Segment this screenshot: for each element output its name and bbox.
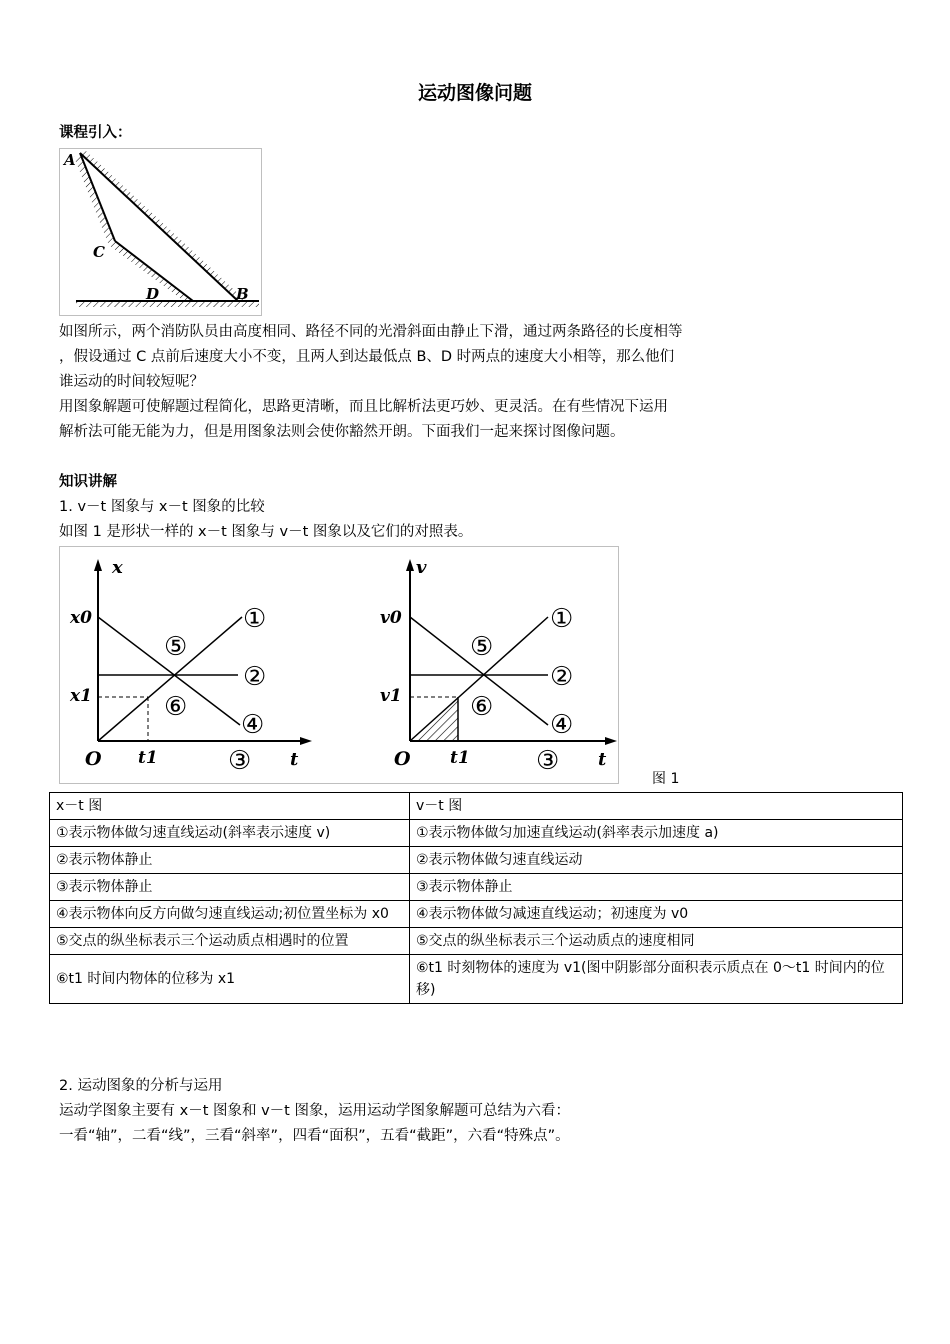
table-cell: ①表示物体做匀加速直线运动(斜率表示加速度 a) bbox=[410, 820, 903, 847]
table-cell: ②表示物体静止 bbox=[50, 847, 410, 874]
table-cell: ④表示物体做匀减速直线运动；初速度为 v0 bbox=[410, 901, 903, 928]
section-1-title: 1. v－t 图象与 x－t 图象的比较 bbox=[59, 499, 265, 515]
table-cell: ①表示物体做匀速直线运动(斜率表示速度 v) bbox=[50, 820, 410, 847]
table-header-row bbox=[50, 793, 903, 820]
xt-mark-4: ④ bbox=[241, 710, 265, 740]
xt-label-origin: O bbox=[85, 748, 102, 770]
intro-line-3: 谁运动的时间较短呢？ bbox=[59, 374, 204, 390]
slope-diagram bbox=[60, 149, 261, 315]
xt-label-x0: x0 bbox=[70, 608, 92, 628]
xt-label-t: t bbox=[290, 749, 299, 770]
xt-y-arrow bbox=[94, 559, 102, 571]
ground-hatch bbox=[76, 301, 259, 307]
section-2-title: 2. 运动图象的分析与运用 bbox=[59, 1078, 223, 1094]
table-row bbox=[50, 874, 903, 901]
vt-label-v0: v0 bbox=[380, 608, 402, 628]
intro-line-5: 解析法可能无能为力，但是用图象法则会使你豁然开朗。下面我们一起来探讨图像问题。 bbox=[59, 424, 625, 440]
table-cell: ③表示物体静止 bbox=[410, 874, 903, 901]
vt-label-origin: O bbox=[394, 748, 411, 770]
figure-1-caption: 图 1 bbox=[652, 771, 680, 787]
table-header-vt: v－t 图 bbox=[410, 793, 903, 820]
intro-line-4: 用图象解题可使解题过程简化，思路更清晰，而且比解析法更巧妙、更灵活。在有些情况下运用 bbox=[59, 399, 668, 415]
vt-mark-4: ④ bbox=[550, 710, 574, 740]
xt-mark-3: ③ bbox=[228, 746, 252, 776]
vt-label-v: v bbox=[416, 557, 427, 578]
xt-label-t1: t1 bbox=[138, 748, 158, 768]
comparison-table bbox=[49, 792, 903, 1004]
vt-graph bbox=[380, 557, 617, 776]
vt-label-t: t bbox=[598, 749, 607, 770]
label-A: A bbox=[64, 151, 76, 169]
graphs-svg bbox=[60, 547, 618, 783]
table-cell: ⑥t1 时刻物体的速度为 v1(图中阴影部分面积表示质点在 0～t1 时间内的位移) bbox=[410, 955, 903, 1004]
table-row bbox=[50, 955, 903, 1004]
xt-label-x: x bbox=[112, 557, 123, 578]
xt-mark-5: ⑤ bbox=[164, 632, 188, 662]
table-cell: ③表示物体静止 bbox=[50, 874, 410, 901]
vt-mark-5: ⑤ bbox=[470, 632, 494, 662]
table-header-xt: x－t 图 bbox=[50, 793, 410, 820]
table-row bbox=[50, 820, 903, 847]
table-cell: ⑥t1 时间内物体的位移为 x1 bbox=[50, 955, 410, 1004]
slope-figure bbox=[59, 148, 262, 316]
xt-label-x1: x1 bbox=[70, 686, 92, 706]
xt-graph bbox=[69, 557, 312, 776]
figure-1 bbox=[59, 546, 619, 784]
table-row bbox=[50, 928, 903, 955]
section-1-desc: 如图 1 是形状一样的 x－t 图象与 v－t 图象以及它们的对照表。 bbox=[59, 524, 473, 540]
xt-x-arrow bbox=[300, 737, 312, 745]
vt-mark-1: ① bbox=[550, 604, 574, 634]
label-C: C bbox=[93, 243, 105, 261]
section-2-line-2: 一看“轴”，二看“线”，三看“斜率”，四看“面积”，五看“截距”，六看“特殊点”。 bbox=[59, 1128, 570, 1144]
table-row bbox=[50, 901, 903, 928]
vt-label-v1: v1 bbox=[380, 686, 402, 706]
vt-mark-6: ⑥ bbox=[470, 692, 494, 722]
label-D: D bbox=[146, 285, 160, 303]
xt-mark-2: ② bbox=[243, 662, 267, 692]
xt-mark-6: ⑥ bbox=[164, 692, 188, 722]
section-2-line-1: 运动学图象主要有 x－t 图象和 v－t 图象，运用运动学图象解题可总结为六看： bbox=[59, 1103, 570, 1119]
table-cell: ⑤交点的纵坐标表示三个运动质点的速度相同 bbox=[410, 928, 903, 955]
intro-line-1: 如图所示，两个消防队员由高度相同、路径不同的光滑斜面由静止下滑，通过两条路径的长度相等 bbox=[59, 324, 683, 340]
intro-heading: 课程引入： bbox=[59, 125, 132, 141]
vt-label-t1: t1 bbox=[450, 748, 470, 768]
vt-y-arrow bbox=[406, 559, 414, 571]
table-cell: ④表示物体向反方向做匀速直线运动;初位置坐标为 x0 bbox=[50, 901, 410, 928]
table-cell: ②表示物体做匀速直线运动 bbox=[410, 847, 903, 874]
vt-x-arrow bbox=[605, 737, 617, 745]
intro-line-2: ，假设通过 C 点前后速度大小不变，且两人到达最低点 B、D 时两点的速度大小相等，那么他们 bbox=[59, 349, 675, 365]
xt-mark-1: ① bbox=[243, 604, 267, 634]
table-cell: ⑤交点的纵坐标表示三个运动质点相遇时的位置 bbox=[50, 928, 410, 955]
knowledge-heading: 知识讲解 bbox=[59, 474, 117, 490]
vt-mark-3: ③ bbox=[536, 746, 560, 776]
page-title: 运动图像问题 bbox=[417, 82, 532, 104]
vt-mark-2: ② bbox=[550, 662, 574, 692]
table-row bbox=[50, 847, 903, 874]
label-B: B bbox=[236, 285, 249, 303]
